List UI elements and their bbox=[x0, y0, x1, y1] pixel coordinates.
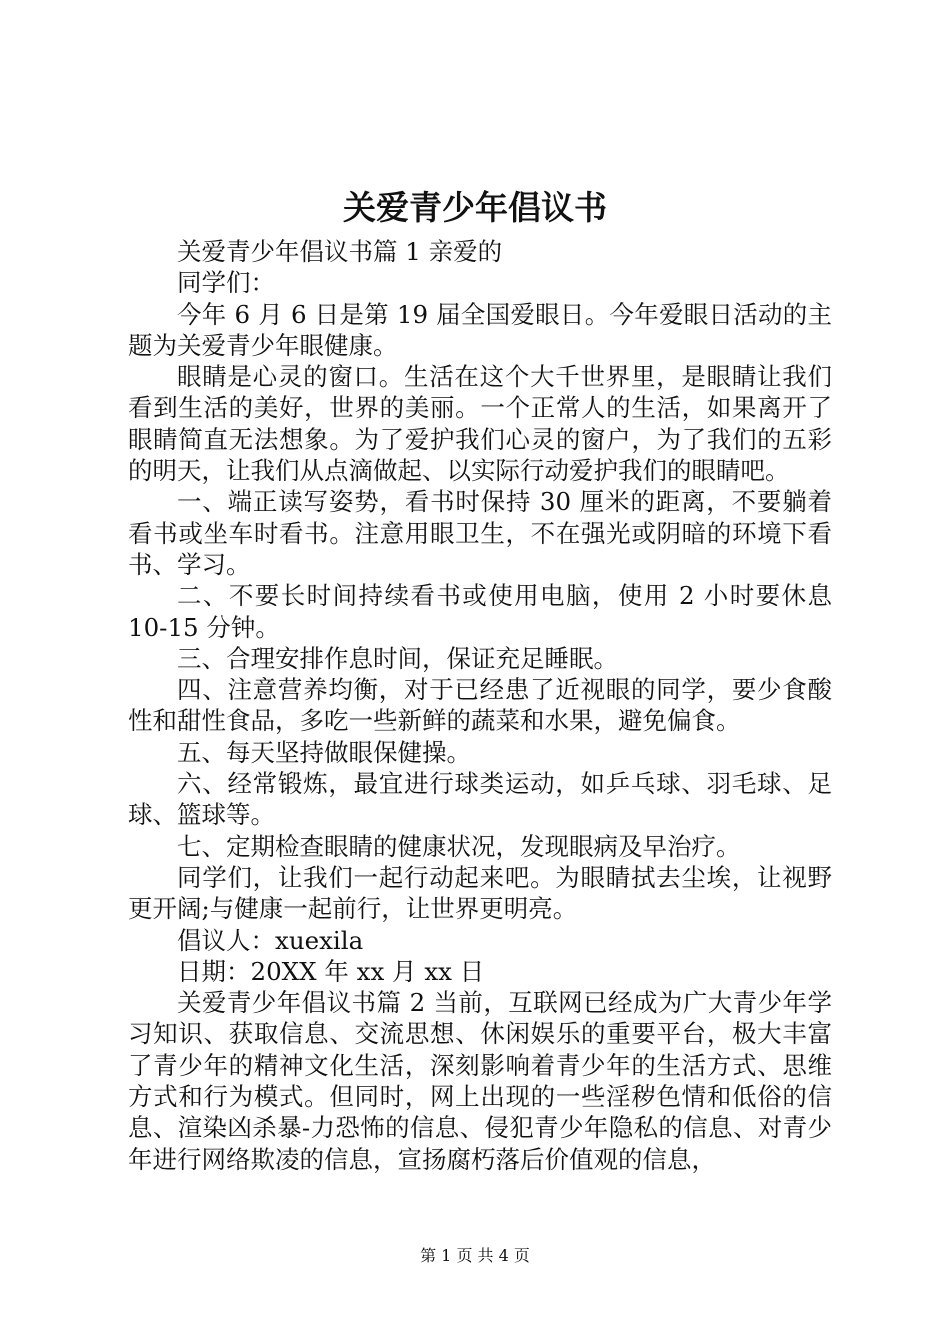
paragraph: 三、合理安排作息时间，保证充足睡眠。 bbox=[177, 643, 618, 673]
page-footer: 第 1 页 共 4 页 bbox=[420, 1246, 530, 1265]
document-title: 关爱青少年倡议书 bbox=[343, 188, 607, 227]
paragraph: 眼睛是心灵的窗口。生活在这个大千世界里，是眼睛让我们看到生活的美好，世界的美丽。一个正常人的生活，如果离开了眼睛简直无法想象。为了爱护我们心灵的窗户，为了我们的五彩的明天，让我们从点滴做起、以实际行动爱护我们的眼睛吧。 bbox=[128, 362, 832, 486]
signature-line: 倡议人：xuexila bbox=[177, 925, 364, 955]
paragraph: 五、每天坚持做眼保健操。 bbox=[177, 737, 471, 767]
document-body bbox=[128, 236, 832, 1175]
paragraph: 今年 6 月 6 日是第 19 届全国爱眼日。今年爱眼日活动的主题为关爱青少年眼健康。 bbox=[128, 299, 832, 360]
paragraph: 同学们： bbox=[177, 268, 275, 298]
paragraph: 二、不要长时间持续看书或使用电脑，使用 2 小时要休息 10-15 分钟。 bbox=[128, 581, 832, 642]
paragraph: 四、注意营养均衡，对于已经患了近视眼的同学，要少食酸性和甜性食品，多吃一些新鲜的蔬菜和水果，避免偏食。 bbox=[128, 675, 832, 736]
paragraph: 同学们，让我们一起行动起来吧。为眼睛拭去尘埃，让视野更开阔;与健康一起前行，让世界更明亮。 bbox=[128, 862, 832, 924]
date-line: 日期：20XX 年 xx 月 xx 日 bbox=[177, 956, 485, 986]
paragraph: 七、定期检查眼睛的健康状况，发现眼病及早治疗。 bbox=[177, 831, 741, 861]
paragraph: 关爱青少年倡议书篇 1 亲爱的 bbox=[177, 237, 503, 266]
paragraph: 一、端正读写姿势，看书时保持 30 厘米的距离，不要躺着看书或坐车时看书。注意用眼卫生，不在强光或阴暗的环境下看书、学习。 bbox=[128, 487, 832, 579]
paragraph: 关爱青少年倡议书篇 2 当前，互联网已经成为广大青少年学习知识、获取信息、交流思想、休闲娱乐的重要平台，极大丰富了青少年的精神文化生活，深刻影响着青少年的生活方式、思维方式和行为模式。但同时，网上出现的一些淫秽色情和低俗的信息、渲染凶杀暴-力恐怖的信息、侵犯青少年隐私的信息、对青少年进行网络欺凌的信息，宣扬腐朽落后价值观的信息， bbox=[128, 988, 832, 1174]
paragraph: 六、经常锻炼，最宜进行球类运动，如乒乓球、羽毛球、足球、篮球等。 bbox=[128, 769, 832, 830]
